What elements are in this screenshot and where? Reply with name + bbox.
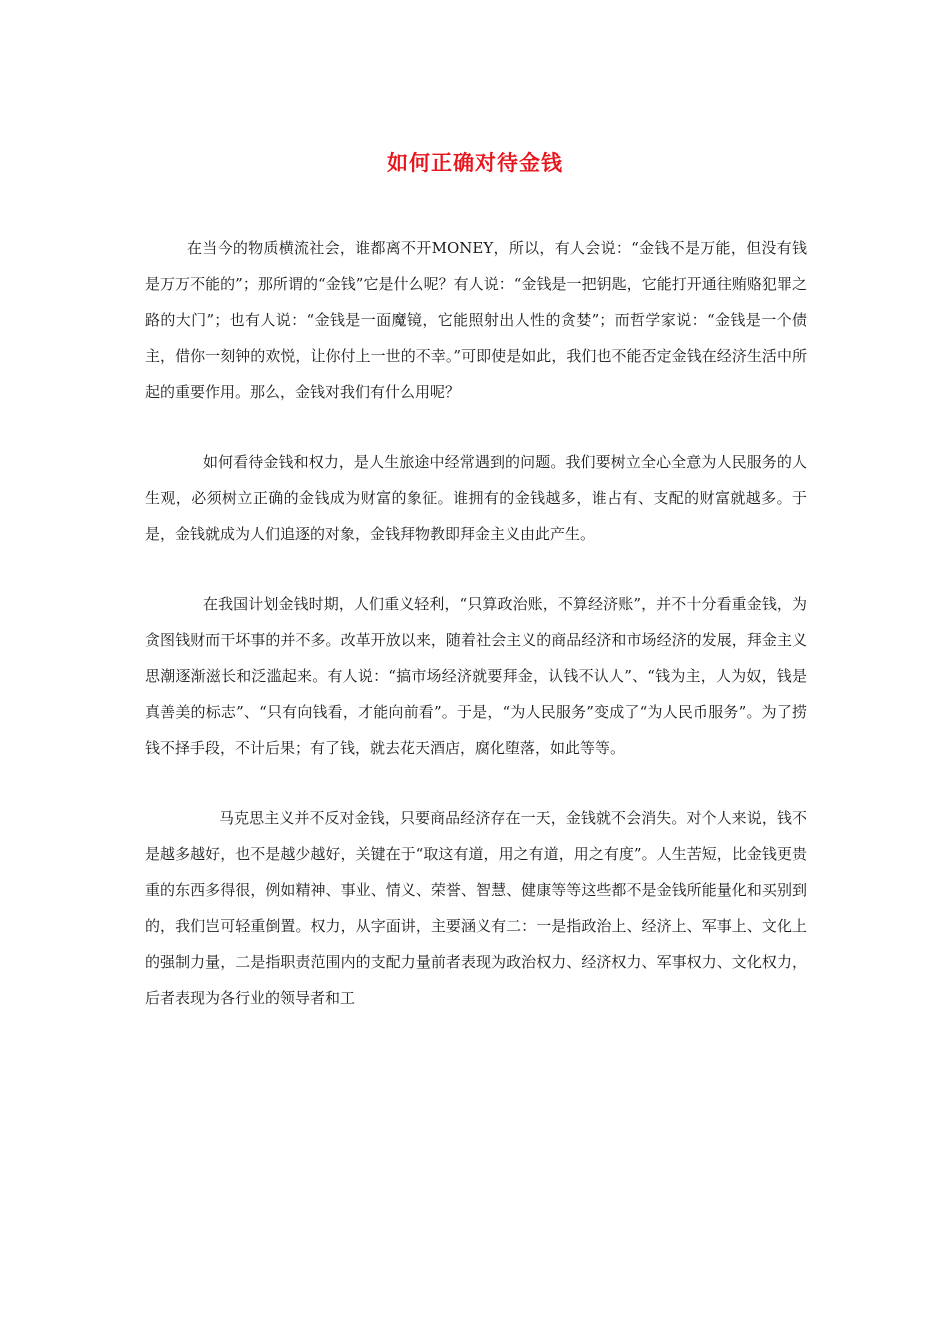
- document-title: 如何正确对待金钱: [387, 151, 563, 176]
- paragraph-4: 马克思主义并不反对金钱，只要商品经济存在一天，金钱就不会消失。对个人来说，钱不是越多越好，也不是越少越好，关键在于“取这有道，用之有道，用之有度”。人生苦短，比金钱更贵重的东西多得很，例如精神、事业、情义、荣誉、智慧、健康等等这些都不是金钱所能量化和买别到的，我们岂可轻重倒置。权力，从字面讲，主要涵义有二：一是指政治上、经济上、军事上、文化上的强制力量，二是指职责范围内的支配力量前者表现为政治权力、经济权力、军事权力、文化权力，后者表现为各行业的领导者和工: [145, 809, 807, 1007]
- document-body: [145, 230, 807, 1016]
- paragraph-1: 在当今的物质横流社会，谁都离不开MONEY，所以，有人会说：“金钱不是万能，但没有钱是万万不能的”；那所谓的“金钱”它是什么呢？有人说：“金钱是一把钥匙，它能打开通往贿赂犯罪之路的大门”；也有人说：“金钱是一面魔镜，它能照射出人性的贪婪”；而哲学家说：“金钱是一个债主，借你一刻钟的欢悦，让你付上一世的不幸。”可即使是如此，我们也不能否定金钱在经济生活中所起的重要作用。那么，金钱对我们有什么用呢？: [145, 239, 807, 401]
- paragraph-3: 在我国计划金钱时期，人们重义轻利，“只算政治账，不算经济账”，并不十分看重金钱，为贪图钱财而干坏事的并不多。改革开放以来，随着社会主义的商品经济和市场经济的发展，拜金主义思潮逐渐滋长和泛滥起来。有人说：“搞市场经济就要拜金，认钱不认人”、“钱为主，人为奴，钱是真善美的标志”、“只有向钱看，才能向前看”。于是，“为人民服务”变成了“为人民币服务”。为了捞钱不择手段，不计后果；有了钱，就去花天酒店，腐化堕落，如此等等。: [145, 595, 807, 757]
- paragraph-2: 如何看待金钱和权力，是人生旅途中经常遇到的问题。我们要树立全心全意为人民服务的人生观，必须树立正确的金钱成为财富的象征。谁拥有的金钱越多，谁占有、支配的财富就越多。于是，金钱就成为人们追逐的对象，金钱拜物教即拜金主义由此产生。: [145, 453, 807, 543]
